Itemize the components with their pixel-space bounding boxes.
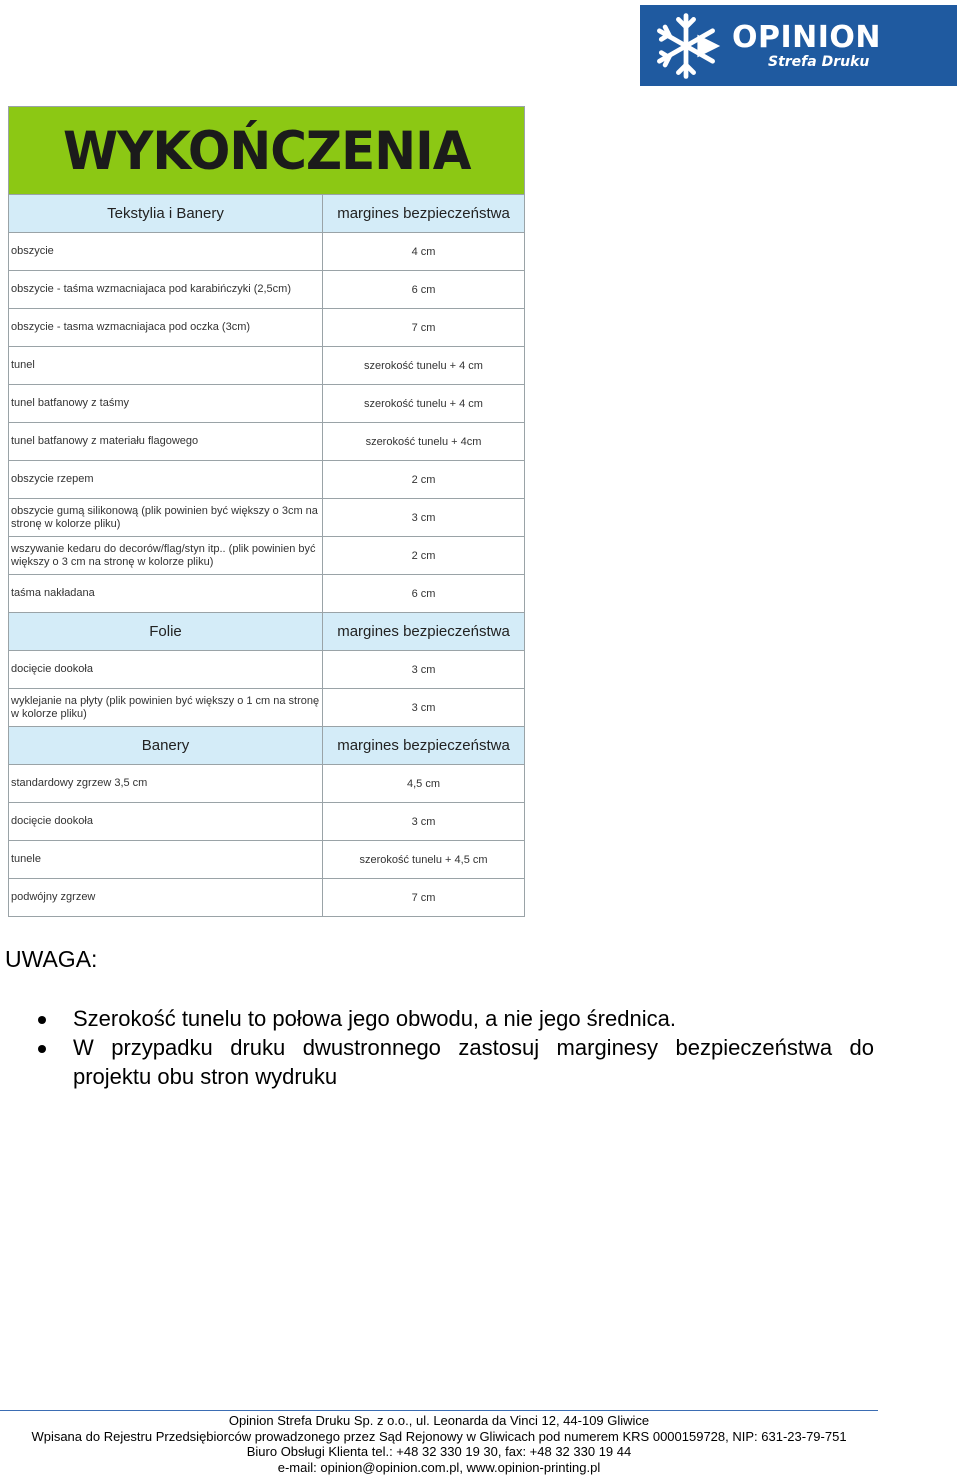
footer — [0, 1413, 878, 1476]
finish-name: obszycie rzepem — [9, 461, 323, 498]
margin-value: 2 cm — [411, 549, 436, 562]
finishing-table — [8, 106, 525, 917]
table-title: WYKOŃCZENIA — [63, 120, 471, 181]
finish-name: obszycie - tasma wzmacniajaca pod oczka (3cm) — [9, 309, 323, 346]
table-row — [9, 232, 524, 270]
footer-company-line: Opinion Strefa Druku Sp. z o.o., ul. Leonarda da Vinci 12, 44-109 Gliwice — [228, 1413, 650, 1428]
finish-name: obszycie gumą silikonową (plik powinien być większy o 3cm na stronę w kolorze pliku) — [9, 499, 323, 536]
table-row — [9, 574, 524, 612]
table-row — [9, 422, 524, 460]
finish-name: tunel batfanowy z taśmy — [9, 385, 323, 422]
finish-name: obszycie — [9, 233, 323, 270]
table-row — [9, 308, 524, 346]
logo-subtitle: Strefa Druku — [768, 53, 870, 70]
table-row — [9, 346, 524, 384]
section-header — [9, 612, 524, 650]
margin-value: szerokość tunelu + 4 cm — [364, 397, 483, 410]
margin-value: 4 cm — [411, 245, 436, 258]
bullet-icon — [38, 1016, 46, 1024]
section-header-margin: margines bezpieczeństwa — [337, 737, 510, 754]
section-header-name: Tekstylia i Banery — [9, 195, 323, 232]
table-row — [9, 764, 524, 802]
margin-value: 3 cm — [411, 663, 436, 676]
list-item — [0, 1004, 874, 1033]
footer-registry-line: Wpisana do Rejestru Przedsiębiorców prowadzonego przez Sąd Rejonowy w Gliwicach pod numerem KRS 0000159728, NIP: 631-23-79-751 — [31, 1428, 847, 1444]
company-logo — [640, 5, 957, 86]
footer-contact-line: e-mail: opinion@opinion.com.pl, www.opinion-printing.pl — [277, 1460, 601, 1476]
margin-value: 3 cm — [411, 815, 436, 828]
notes-list — [0, 1004, 874, 1091]
finish-name: taśma nakładana — [9, 575, 323, 612]
finish-name: docięcie dookoła — [9, 803, 323, 840]
logo-name: OPINION — [732, 19, 882, 55]
margin-value: 3 cm — [411, 511, 436, 524]
table-row — [9, 840, 524, 878]
section-header-name: Folie — [9, 613, 323, 650]
table-row — [9, 536, 524, 574]
table-title-bar — [9, 107, 524, 194]
margin-value: szerokość tunelu + 4 cm — [364, 359, 483, 372]
snowflake-arrow-icon — [648, 8, 724, 84]
finish-name: wszywanie kedaru do decorów/flag/styn itp.. (plik powinien być większy o 3 cm na stronę w kolorze pliku) — [9, 537, 323, 574]
list-item — [0, 1033, 874, 1091]
table-row — [9, 650, 524, 688]
margin-value: szerokość tunelu + 4,5 cm — [359, 853, 488, 866]
finish-name: wyklejanie na płyty (plik powinien być większy o 1 cm na stronę w kolorze pliku) — [9, 689, 323, 726]
finish-name: tunele — [9, 841, 323, 878]
table-row — [9, 460, 524, 498]
note-text: W przypadku druku dwustronnego zastosuj marginesy bezpieczeństwa do projektu obu stron wydruku — [73, 1035, 874, 1089]
table-row — [9, 878, 524, 916]
section-header — [9, 726, 524, 764]
section-header-margin: margines bezpieczeństwa — [337, 205, 510, 222]
margin-value: 6 cm — [411, 587, 436, 600]
margin-value: szerokość tunelu + 4cm — [365, 435, 482, 448]
margin-value: 7 cm — [411, 891, 436, 904]
footer-phone-line: Biuro Obsługi Klienta tel.: +48 32 330 19 30, fax: +48 32 330 19 44 — [246, 1444, 632, 1460]
margin-value: 7 cm — [411, 321, 436, 334]
section-header — [9, 194, 524, 232]
margin-value: 4,5 cm — [406, 777, 440, 790]
finish-name: podwójny zgrzew — [9, 879, 323, 916]
note-text: Szerokość tunelu to połowa jego obwodu, a nie jego średnica. — [73, 1006, 676, 1031]
margin-value: 2 cm — [411, 473, 436, 486]
bullet-icon — [38, 1045, 46, 1053]
finish-name: tunel batfanowy z materiału flagowego — [9, 423, 323, 460]
table-row — [9, 802, 524, 840]
table-row — [9, 384, 524, 422]
table-row — [9, 270, 524, 308]
margin-value: 3 cm — [411, 701, 436, 714]
finish-name: standardowy zgrzew 3,5 cm — [9, 765, 323, 802]
margin-value: 6 cm — [411, 283, 436, 296]
section-header-name: Banery — [9, 727, 323, 764]
finish-name: docięcie dookoła — [9, 651, 323, 688]
footer-divider — [0, 1410, 878, 1411]
table-row — [9, 688, 524, 726]
table-row — [9, 498, 524, 536]
section-header-margin: margines bezpieczeństwa — [337, 623, 510, 640]
notes-title: UWAGA: — [5, 946, 98, 972]
finish-name: obszycie - taśma wzmacniajaca pod karabińczyki (2,5cm) — [9, 271, 323, 308]
finish-name: tunel — [9, 347, 323, 384]
